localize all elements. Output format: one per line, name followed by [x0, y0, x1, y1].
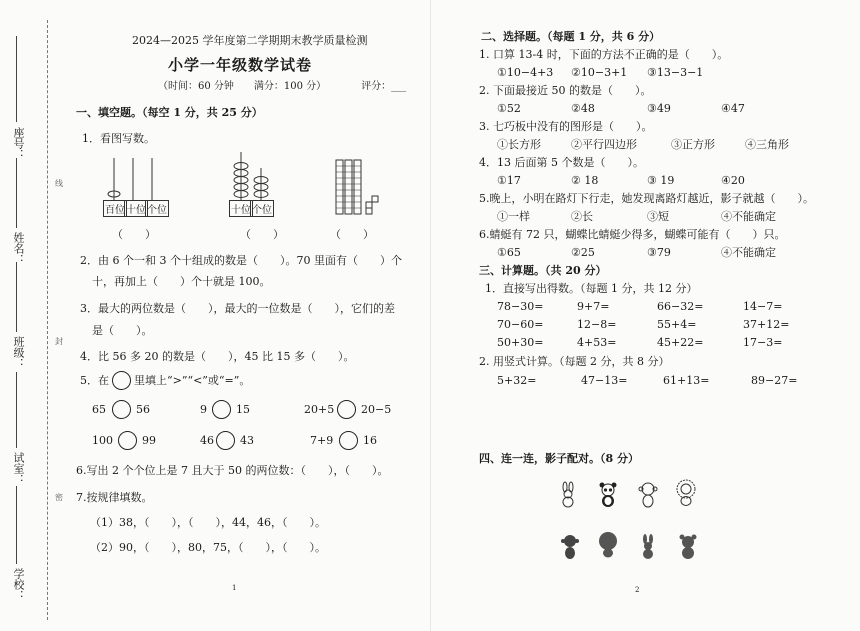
- q2-5: 5.晚上，小明在路灯下行走，她发现离路灯越近，影子就越（ ）。: [479, 192, 814, 205]
- class-label: 班级：: [12, 336, 25, 369]
- compare-circle-example: [112, 371, 131, 390]
- q1-5-prefix: 5．在: [80, 374, 109, 387]
- section-4-heading: 四、连一连，影子配对。（8 分）: [479, 452, 639, 465]
- q2-3-opt4[interactable]: ④三角形: [745, 138, 789, 151]
- abacus-label-ones: 个位: [145, 200, 169, 217]
- q2-4-opt4[interactable]: ④20: [721, 174, 745, 187]
- panda-icon[interactable]: [597, 482, 619, 508]
- q2-4-opt2[interactable]: ② 18: [571, 174, 599, 187]
- calc-3-1: 50+30=: [497, 336, 544, 349]
- name-line: [16, 158, 17, 228]
- page-number-2: 2: [635, 586, 640, 594]
- lion-icon[interactable]: [675, 480, 697, 506]
- counting-blocks-icon: [334, 160, 384, 220]
- q2-1: 1. 口算 13-4 时，下面的方法不正确的是（ ）。: [479, 48, 729, 61]
- vertical-calc-4: 89−27=: [751, 374, 798, 387]
- cmp-6-left: 7+9: [310, 434, 334, 447]
- section-3-heading: 三、计算题。（共 20 分）: [479, 264, 607, 277]
- q1-3-line2: 是（ ）。: [92, 324, 153, 337]
- class-line: [16, 262, 17, 332]
- q2-2-opt3[interactable]: ③49: [647, 102, 671, 115]
- q1-5-text: 里填上“>”“<”或“=”。: [134, 374, 251, 387]
- cmp-1-circle[interactable]: [112, 400, 131, 419]
- q2-3-opt1[interactable]: ①长方形: [497, 138, 541, 151]
- abacus2-label-tens: 十位: [229, 200, 253, 217]
- calc-2-3: 55+4=: [657, 318, 697, 331]
- exam-info: （时间：60 分钟 满分：100 分） 评分：___: [158, 81, 407, 92]
- section-1-heading: 一、填空题。（每空 1 分，共 25 分）: [76, 106, 263, 119]
- cmp-5-left: 46: [200, 434, 214, 447]
- calc-3-4: 17−3=: [743, 336, 783, 349]
- cmp-6-right: 16: [363, 434, 377, 447]
- cmp-2-right: 15: [236, 403, 250, 416]
- abacus-label-hundreds: 百位: [103, 200, 127, 217]
- abacus2-label-ones: 个位: [250, 200, 274, 217]
- q2-4: 4．13 后面第 5 个数是（ ）。: [479, 156, 644, 169]
- q2-6-opt3[interactable]: ③79: [647, 246, 671, 259]
- q2-3: 3. 七巧板中没有的图形是（ ）。: [479, 120, 653, 133]
- cmp-5-right: 43: [240, 434, 254, 447]
- q2-3-opt2[interactable]: ②平行四边形: [571, 138, 637, 151]
- cut-mark-secret: 密: [55, 493, 63, 502]
- seat-line: [16, 36, 17, 122]
- q2-3-opt3[interactable]: ③正方形: [671, 138, 715, 151]
- q2-4-opt3[interactable]: ③ 19: [647, 174, 675, 187]
- q1-2-line2: 十，再加上（ ）个十就是 100。: [92, 275, 271, 288]
- calc-2-1: 70−60=: [497, 318, 544, 331]
- calc-2-4: 37+12=: [743, 318, 790, 331]
- cmp-6-circle[interactable]: [339, 431, 358, 450]
- q2-5-opt3[interactable]: ③短: [647, 210, 669, 223]
- cmp-3-circle[interactable]: [337, 400, 356, 419]
- calc-1-3: 66−32=: [657, 300, 704, 313]
- monkey-icon[interactable]: [637, 482, 659, 508]
- q2-6-opt4[interactable]: ④不能确定: [721, 246, 776, 259]
- calc-1-4: 14−7=: [743, 300, 783, 313]
- q1-1: 1．看图写数。: [82, 132, 155, 145]
- vertical-calc-3: 61+13=: [663, 374, 710, 387]
- q2-2-opt1[interactable]: ①52: [497, 102, 521, 115]
- rabbit-shadow-icon[interactable]: [637, 534, 659, 560]
- abacus-label-tens: 十位: [124, 200, 148, 217]
- cmp-1-left: 65: [92, 403, 106, 416]
- q2-5-opt1[interactable]: ①一样: [497, 210, 530, 223]
- cmp-3-left: 20+5: [304, 403, 335, 416]
- exam-period: 2024—2025 学年度第二学期期末教学质量检测: [132, 34, 368, 47]
- calc-1-2: 9+7=: [577, 300, 610, 313]
- q2-6: 6.蜻蜓有 72 只，蝴蝶比蜻蜓少得多，蝴蝶可能有（ ）只。: [479, 228, 786, 241]
- q2-1-opt3[interactable]: ③13−3−1: [647, 66, 704, 79]
- vertical-calc-2: 47−13=: [581, 374, 628, 387]
- q3-1: 1．直接写出得数。（每题 1 分，共 12 分）: [485, 282, 698, 295]
- q1-blank-1[interactable]: （ ）: [112, 228, 156, 241]
- cmp-4-right: 99: [142, 434, 156, 447]
- panda-shadow-icon[interactable]: [677, 534, 699, 560]
- rabbit-icon[interactable]: [557, 482, 579, 508]
- cut-mark-line: 线: [55, 179, 63, 188]
- section-2-heading: 二、选择题。（每题 1 分，共 6 分）: [481, 30, 661, 43]
- q1-4: 4．比 56 多 20 的数是（ ），45 比 15 多（ ）。: [80, 350, 355, 363]
- monkey-shadow-icon[interactable]: [559, 534, 581, 560]
- q1-blank-2[interactable]: （ ）: [240, 228, 284, 241]
- q1-6: 6.写出 2 个个位上是 7 且大于 50 的两位数：（ ），（ ）。: [76, 464, 389, 477]
- q2-1-opt2[interactable]: ②10−3+1: [571, 66, 628, 79]
- q1-7-2: （2）90，（ ），80，75，（ ），（ ）。: [90, 541, 326, 554]
- calc-3-2: 4+53=: [577, 336, 617, 349]
- seat-label: 座号：: [12, 127, 25, 160]
- cmp-2-circle[interactable]: [212, 400, 231, 419]
- q2-1-opt1[interactable]: ①10−4+3: [497, 66, 554, 79]
- cmp-1-right: 56: [136, 403, 150, 416]
- binding-cut-line: [47, 20, 48, 620]
- cut-mark-seal: 封: [55, 337, 63, 346]
- school-line: [16, 486, 17, 564]
- room-label: 试室：: [12, 452, 25, 485]
- q2-5-opt2[interactable]: ②长: [571, 210, 593, 223]
- cmp-2-left: 9: [200, 403, 207, 416]
- q2-2-opt2[interactable]: ②48: [571, 102, 595, 115]
- page-number-1: 1: [232, 584, 237, 592]
- cmp-3-right: 20−5: [361, 403, 392, 416]
- q2-5-opt4[interactable]: ④不能确定: [721, 210, 776, 223]
- q2-2-opt4[interactable]: ④47: [721, 102, 745, 115]
- school-label: 学校：: [12, 568, 25, 601]
- calc-3-3: 45+22=: [657, 336, 704, 349]
- cmp-4-circle[interactable]: [118, 431, 137, 450]
- calc-1-1: 78−30=: [497, 300, 544, 313]
- q1-7-1: （1）38，（ ），（ ），44，46，（ ）。: [90, 516, 326, 529]
- lion-shadow-icon[interactable]: [597, 532, 619, 558]
- page-title: 小学一年级数学试卷: [168, 56, 313, 74]
- q2-6-opt1[interactable]: ①65: [497, 246, 521, 259]
- calc-2-2: 12−8=: [577, 318, 617, 331]
- exam-page-right: [430, 0, 860, 631]
- cmp-4-left: 100: [92, 434, 113, 447]
- room-line: [16, 372, 17, 448]
- q1-blank-3[interactable]: （ ）: [330, 228, 374, 241]
- q3-2: 2. 用竖式计算。（每题 2 分，共 8 分）: [479, 355, 670, 368]
- q2-6-opt2[interactable]: ②25: [571, 246, 595, 259]
- q2-4-opt1[interactable]: ①17: [497, 174, 521, 187]
- q2-2: 2. 下面最接近 50 的数是（ ）。: [479, 84, 652, 97]
- q1-3-line1: 3．最大的两位数是（ ），最大的一位数是（ ），它们的差: [80, 302, 395, 315]
- q1-2-line1: 2．由 6 个一和 3 个十组成的数是（ ）。70 里面有（ ）个: [80, 254, 402, 267]
- name-label: 姓名：: [12, 232, 25, 265]
- cmp-5-circle[interactable]: [216, 431, 235, 450]
- vertical-calc-1: 5+32=: [497, 374, 537, 387]
- q1-7: 7.按规律填数。: [76, 491, 153, 504]
